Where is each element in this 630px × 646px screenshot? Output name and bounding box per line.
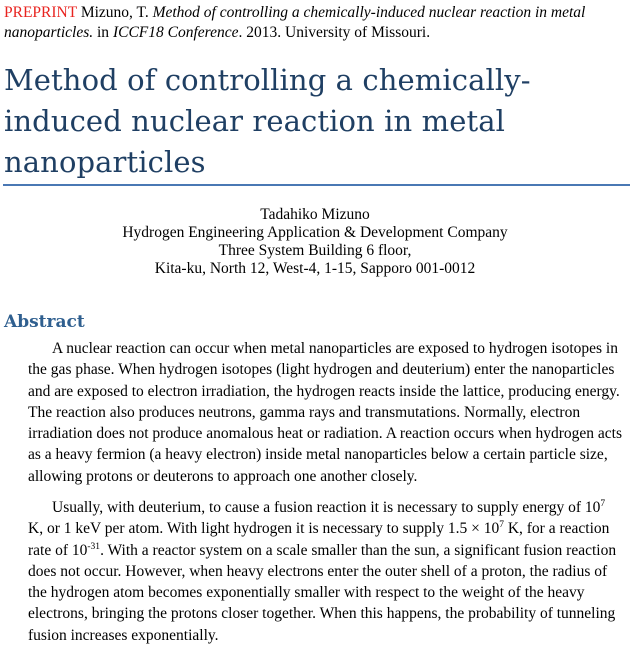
citation-work-title: Method of controlling a chemically-induced nuclear reaction in metal nanoparticles.: [4, 4, 586, 41]
title-divider: [3, 184, 630, 186]
author-address-line1: Three System Building 6 floor,: [218, 242, 412, 259]
citation-tail: . 2013. University of Missouri.: [238, 24, 431, 41]
paper-title: Method of controlling a chemically-induced nuclear reaction in metal nanoparticles: [4, 63, 531, 179]
preprint-tag: PREPRINT: [4, 4, 77, 21]
exponent-3: -31: [87, 541, 101, 552]
citation-author: Mizuno, T.: [80, 4, 149, 21]
abstract-heading: Abstract: [4, 312, 85, 332]
author-address-line2: Kita-ku, North 12, West-4, 1-15, Sapporo 001-0012: [154, 260, 476, 277]
paragraph2-part2: K, or 1 keV per atom. With light hydrogen it is necessary to supply 1.5 × 10: [28, 520, 500, 538]
exponent-1: 7: [600, 499, 606, 509]
author-name: Tadahiko Mizuno: [260, 206, 370, 223]
paragraph2-part3: K, for a reaction rate of 10: [28, 520, 610, 559]
citation-in-label: in: [97, 24, 110, 41]
abstract-paragraph-2: [28, 497, 624, 646]
abstract-paragraph-1: A nuclear reaction can occur when metal nanoparticles are exposed to hydrogen isotopes in the gas phase. When hydrogen isotopes (light hydrogen and deuterium) enter the nanoparticles and are exposed to electron irradiation, the hydrogen reacts inside the lattice, producing energy. The reaction also produces neutrons, gamma rays and transmutations. Normally, electron irradiation does not produce anomalous heat or radiation. A reaction occurs when hydrogen acts as a heavy fermion (a heavy electron) inside metal nanoparticles below a certain particle size, allowing protons or deuterons to approach one another closely.: [28, 340, 622, 485]
author-block: [0, 206, 630, 278]
author-organization: Hydrogen Engineering Application & Development Company: [122, 224, 508, 241]
paragraph2-part4: . With a reactor system on a scale smaller than the sun, a significant fusion reaction does not occur. However, when heavy electrons enter the outer shell of a proton, the radius of the hydrogen atom becomes exponentially smaller with respect to the weight of the heavy electrons, bringing the protons closer together. When this happens, the probability of tunneling fusion increases exponentially.: [28, 541, 617, 644]
citation-venue: ICCF18 Conference: [112, 24, 239, 41]
citation-line: [4, 3, 624, 43]
exponent-2: 7: [499, 520, 504, 531]
paragraph2-part1: Usually, with deuterium, to cause a fusion reaction it is necessary to supply energy of 10: [52, 499, 601, 516]
